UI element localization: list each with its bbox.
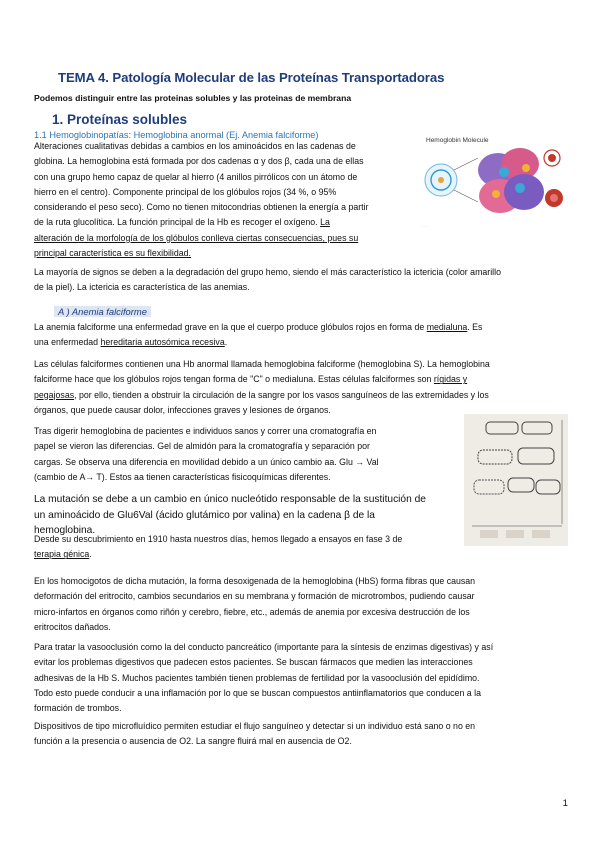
page-number: 1: [562, 798, 568, 809]
text-line: Tras digerir hemoglobina de pacientes e individuos sanos y correr una cromatografía en: [34, 426, 377, 436]
text-line: función a la presencia o ausencia de O2. La sangre fluirá mal en ausencia de O2.: [34, 736, 352, 747]
text-line: formación de trombos.: [34, 703, 122, 714]
text-line: adhesivas de la Hb S. Muchos pacientes también tienen problemas de fertilidad por la vasooclusión del epidídimo.: [34, 672, 480, 683]
text-line: eritrocitos dañados.: [34, 621, 111, 632]
text-line: micro-infartos en órganos como riñón y cerebro, fiebre, etc., además de anemia por excesiva destrucción de los: [34, 606, 470, 617]
paragraph-cromatografia: [34, 424, 454, 485]
paragraph-celulas-falciformes: [34, 357, 572, 418]
text-line: hierro en el centro). Componente principal de los glóbulos rojos (34 %, o 95%: [34, 186, 337, 197]
text-line-underlined: alteración de la morfología de los glóbulos conlleva ciertas consecuencias, pues su: [34, 232, 359, 243]
text-line: de la ruta glucolítica. La función principal de la Hb es recoger el oxígeno. La: [34, 217, 330, 228]
text-line: órganos, que puede causar dolor, infecciones graves y lesiones de órganos.: [34, 404, 331, 415]
text-line: evitar los problemas digestivos que padecen estos pacientes. Se buscan fármacos que medien las interacciones: [34, 657, 473, 668]
text-line: hemoglobina.: [34, 525, 96, 537]
text-line: Alteraciones cualitativas debidas a cambios en los aminoácidos en las cadenas de: [34, 141, 356, 151]
text-line: falciforme hace que los glóbulos rojos tengan forma de "C" o medialuna. Estas células falciformes son rígidas y: [34, 374, 468, 385]
subsection-title: 1.1 Hemoglobinopatías: Hemoglobina anormal (Ej. Anemia falciforme): [34, 130, 319, 140]
paragraph-anemia-definicion: [34, 320, 572, 351]
text-line: En los homocigotos de dicha mutación, la forma desoxigenada de la hemoglobina (HbS) forma fibras que causan: [34, 576, 476, 586]
text-line: terapia génica.: [34, 549, 92, 560]
text-line: La mutación se debe a un cambio en único nucleótido responsable de la sustitución de: [34, 494, 426, 505]
text-line: Desde su descubrimiento en 1910 hasta nuestros días, hemos llegado a ensayos en fase 3 de: [34, 534, 403, 544]
paragraph-ictericia: [34, 265, 572, 296]
link-pegajosas[interactable]: pegajosas: [34, 389, 75, 400]
chromatography-figure: [464, 414, 568, 546]
text-line: una enfermedad hereditaria autosómica recesiva.: [34, 337, 228, 348]
text-line: cargas. Se observa una diferencia en movilidad debido a un único cambio aa. Glu → Val: [34, 456, 379, 467]
figure1-caption: Hemoglobin Molecule: [426, 137, 489, 144]
text-line: pegajosas, por ello, tienden a obstruir la circulación de la sangre por los vasos sanguíneos de las extremidades y los: [34, 389, 489, 400]
section-title: 1. Proteínas solubles: [52, 112, 188, 127]
text-line: Para tratar la vasooclusión como la del conducto pancreático (importante para la síntesis de enzimas digestivas) y así: [34, 642, 494, 652]
paragraph-microfluidico: [34, 719, 572, 750]
paragraph-vasooclusion: [34, 640, 572, 716]
text-line-underlined: principal característica es su flexibilidad.: [34, 248, 191, 259]
link-hereditaria[interactable]: hereditaria autosómica recesiva: [100, 337, 225, 348]
text-line: considerando el peso seco). Como no tienen mitocondrias obtienen la energía a partir: [34, 202, 369, 213]
text-line: Las células falciformes contienen una Hb anormal llamada hemoglobina falciforme (hemoglobina S). La hemoglobina: [34, 359, 490, 369]
link-rigidas[interactable]: rígidas y: [433, 374, 468, 385]
text-line: (cambio de A→ T). Estos aa tienen características fisicoquímicas diferentes.: [34, 471, 331, 482]
text-line: de la piel). La ictericia es característica de las anemias.: [34, 282, 250, 293]
subheading-anemia-falciforme: A ) Anemia falciforme: [54, 306, 151, 317]
text-line: papel se vieron las diferencias. Gel de almidón para la cromatografía y separación por: [34, 441, 370, 452]
link-medialuna[interactable]: medialuna: [426, 322, 468, 332]
paragraph-terapia: [34, 532, 464, 563]
svg-text:· · ·: · · ·: [422, 224, 429, 229]
text-line: con una grupo hemo capaz de quelar al hierro (4 anillos pirrólicos con un átomo de: [34, 171, 358, 182]
page-title: TEMA 4. Patología Molecular de las Proteínas Transportadoras: [58, 70, 445, 85]
text-line: Dispositivos de tipo microfluídico permiten estudiar el flujo sanguíneo y detectar si un individuo está sano o no en: [34, 721, 476, 731]
paragraph-hemoglobin: [34, 139, 419, 261]
text-line: globina. La hemoglobina está formada por dos cadenas α y dos β, cada una de ellas: [34, 156, 364, 167]
text-line: La anemia falciforme una enfermedad grave en la que el cuerpo produce glóbulos rojos en forma de medialuna. Es: [34, 322, 483, 332]
link-terapia-genica[interactable]: terapia génica: [34, 549, 90, 560]
text-line: deformación del eritrocito, cambios secundarios en su membrana y formación de microtrombos, pudiendo causar: [34, 591, 475, 602]
hemoglobin-molecule-figure: [416, 128, 566, 234]
text-line: Todo esto puede conducir a una inflamación por lo que se buscan compuestos antiinflamatorios que conducen a la: [34, 687, 481, 698]
text-line: La mayoría de signos se deben a la degradación del grupo hemo, siendo el más característico la ictericia (color amarillo: [34, 267, 501, 277]
paragraph-homocigotos: [34, 574, 572, 635]
text-line: un aminoácido de Glu6Val (ácido glutámico por valina) en la cadena β de la: [34, 509, 375, 521]
intro-text: Podemos distinguir entre las proteinas solubles y las proteinas de membrana: [34, 93, 352, 103]
